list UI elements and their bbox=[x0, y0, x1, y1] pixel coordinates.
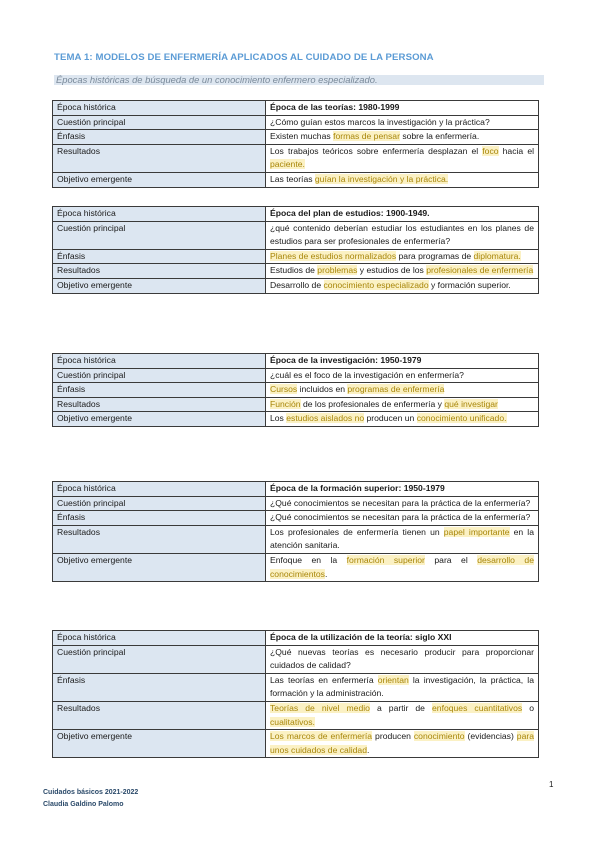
plain-text: Enfoque en la bbox=[270, 554, 347, 565]
highlighted-text: desarrollo de conocimientos bbox=[270, 554, 534, 579]
row-label: Objetivo emergente bbox=[53, 730, 266, 758]
highlighted-text: problemas bbox=[317, 265, 358, 276]
epoch-table bbox=[52, 100, 539, 188]
table-row bbox=[53, 412, 539, 427]
row-value-resultados bbox=[266, 701, 539, 729]
row-value-objetivo bbox=[266, 412, 539, 427]
highlighted-text: conocimiento unificado. bbox=[416, 413, 507, 424]
row-value-objetivo bbox=[266, 172, 539, 187]
row-label: Cuestión principal bbox=[53, 645, 266, 673]
row-label: Resultados bbox=[53, 525, 266, 553]
document-subtitle: Épocas históricas de búsqueda de un conocimiento enfermero especializado. bbox=[56, 74, 378, 85]
epoch-table bbox=[52, 630, 539, 758]
row-value-epoca: Época de la investigación: 1950-1979 bbox=[266, 354, 539, 369]
plain-text: Los trabajos teóricos sobre enfermería desplazan el bbox=[270, 145, 483, 156]
row-value-objetivo bbox=[266, 553, 539, 581]
row-value-objetivo bbox=[266, 730, 539, 758]
table-row bbox=[53, 525, 539, 553]
plain-text: . bbox=[367, 744, 370, 755]
highlighted-text: Los marcos de enfermería bbox=[270, 731, 373, 742]
row-value-enfasis bbox=[266, 130, 539, 145]
plain-text: Los profesionales de enfermería tienen un bbox=[270, 526, 444, 537]
row-label: Resultados bbox=[53, 701, 266, 729]
plain-text: Desarrollo de bbox=[270, 279, 324, 290]
row-label: Objetivo emergente bbox=[53, 172, 266, 187]
row-value-enfasis bbox=[266, 673, 539, 701]
highlighted-text: programas de enfermería bbox=[347, 384, 445, 395]
plain-text: Los bbox=[270, 413, 287, 424]
table-row bbox=[53, 221, 539, 249]
plain-text: hacia el bbox=[498, 145, 535, 156]
table-row bbox=[53, 730, 539, 758]
row-value-cuestion: ¿qué contenido deberían estudiar los estudiantes en los planes de estudios para ser profesionales de enfermería? bbox=[266, 221, 539, 249]
plain-text: a partir de bbox=[369, 702, 433, 713]
plain-text: . bbox=[324, 568, 328, 579]
table-row bbox=[53, 101, 539, 116]
table-row bbox=[53, 645, 539, 673]
highlighted-text: Teorías de nivel medio bbox=[270, 702, 370, 713]
row-label: Época histórica bbox=[53, 101, 266, 116]
plain-text: Existen muchas bbox=[270, 131, 334, 142]
row-value-objetivo bbox=[266, 278, 539, 293]
highlighted-text: paciente. bbox=[270, 159, 305, 170]
plain-text: incluidos en bbox=[297, 384, 348, 395]
row-value-resultados bbox=[266, 144, 539, 172]
table-row bbox=[53, 278, 539, 293]
highlighted-text: foco bbox=[482, 145, 499, 156]
highlighted-text: Función bbox=[270, 398, 301, 409]
row-label: Objetivo emergente bbox=[53, 278, 266, 293]
row-label: Cuestión principal bbox=[53, 368, 266, 383]
table-row bbox=[53, 115, 539, 130]
row-value-cuestion: ¿Qué conocimientos se necesitan para la práctica de la enfermería? bbox=[266, 496, 539, 511]
highlighted-text: Cursos bbox=[270, 384, 298, 395]
document-title: TEMA 1: MODELOS DE ENFERMERÍA APLICADOS AL CUIDADO DE LA PERSONA bbox=[54, 52, 434, 63]
table-row bbox=[53, 511, 539, 526]
highlighted-text: conocimiento especializado bbox=[323, 279, 429, 290]
table-row bbox=[53, 496, 539, 511]
highlighted-text: Planes de estudios normalizados bbox=[270, 250, 397, 261]
highlighted-text: papel importante bbox=[443, 526, 510, 537]
highlighted-text: estudios aislados no bbox=[286, 413, 365, 424]
row-value-cuestion: ¿Qué nuevas teorías es necesario producir para proporcionar cuidados de calidad? bbox=[266, 645, 539, 673]
row-label: Cuestión principal bbox=[53, 115, 266, 130]
row-label: Cuestión principal bbox=[53, 221, 266, 249]
plain-text: Las teorías bbox=[270, 173, 315, 184]
highlighted-text: formación superior bbox=[346, 554, 425, 565]
plain-text: para el bbox=[424, 554, 478, 565]
row-label: Época histórica bbox=[53, 207, 266, 222]
plain-text: y formación superior. bbox=[428, 279, 511, 290]
row-label: Énfasis bbox=[53, 130, 266, 145]
row-label: Énfasis bbox=[53, 249, 266, 264]
plain-text: de los profesionales de enfermería y bbox=[300, 398, 445, 409]
highlighted-text: conocimiento bbox=[413, 731, 465, 742]
footer-course: Cuidados básicos 2021-2022 bbox=[43, 789, 139, 796]
table-row bbox=[53, 368, 539, 383]
table-row bbox=[53, 172, 539, 187]
highlighted-text: orientan bbox=[377, 674, 409, 685]
row-label: Resultados bbox=[53, 264, 266, 279]
highlighted-text: guían la investigación y la práctica. bbox=[314, 173, 449, 184]
row-value-epoca: Época de las teorías: 1980-1999 bbox=[266, 101, 539, 116]
row-label: Resultados bbox=[53, 397, 266, 412]
plain-text: o bbox=[522, 702, 535, 713]
row-label: Énfasis bbox=[53, 673, 266, 701]
row-value-enfasis bbox=[266, 383, 539, 398]
plain-text: (evidencias) bbox=[464, 731, 517, 742]
highlighted-text: qué investigar bbox=[444, 398, 498, 409]
row-label: Resultados bbox=[53, 144, 266, 172]
plain-text: y estudios de los bbox=[357, 265, 427, 276]
row-value-epoca: Época del plan de estudios: 1900-1949. bbox=[266, 207, 539, 222]
row-label: Época histórica bbox=[53, 354, 266, 369]
row-value-cuestion: ¿Cómo guían estos marcos la investigación y la práctica? bbox=[266, 115, 539, 130]
row-value-enfasis bbox=[266, 249, 539, 264]
table-row bbox=[53, 631, 539, 646]
table-row bbox=[53, 397, 539, 412]
plain-text: sobre la enfermería. bbox=[399, 131, 480, 142]
row-label: Cuestión principal bbox=[53, 496, 266, 511]
row-value-epoca: Época de la formación superior: 1950-1979 bbox=[266, 482, 539, 497]
epoch-table bbox=[52, 353, 539, 427]
highlighted-text: cualitativos. bbox=[270, 716, 315, 727]
epoch-table bbox=[52, 206, 539, 294]
table-row bbox=[53, 383, 539, 398]
row-value-enfasis bbox=[266, 511, 539, 526]
highlighted-text: formas de pensar bbox=[333, 131, 400, 142]
table-row bbox=[53, 264, 539, 279]
table-row bbox=[53, 249, 539, 264]
table-row bbox=[53, 207, 539, 222]
highlighted-text: profesionales de enfermería bbox=[426, 265, 534, 276]
row-label: Época histórica bbox=[53, 482, 266, 497]
row-value-epoca: Época de la utilización de la teoría: siglo XXI bbox=[266, 631, 539, 646]
row-label: Época histórica bbox=[53, 631, 266, 646]
row-label: Objetivo emergente bbox=[53, 553, 266, 581]
table-row bbox=[53, 354, 539, 369]
row-label: Objetivo emergente bbox=[53, 412, 266, 427]
table-row bbox=[53, 144, 539, 172]
table-row bbox=[53, 130, 539, 145]
table-row bbox=[53, 701, 539, 729]
plain-text: para programas de bbox=[396, 250, 474, 261]
plain-text: Las teorías en enfermería bbox=[270, 674, 378, 685]
footer-author: Claudia Galdino Palomo bbox=[43, 801, 124, 808]
plain-text: en la atención sanitaria. bbox=[270, 526, 534, 551]
plain-text: producen bbox=[372, 731, 414, 742]
highlighted-text: enfoques cuantitativos bbox=[432, 702, 523, 713]
highlighted-text: para unos cuidados de calidad bbox=[270, 731, 534, 755]
plain-text: la investigación, la práctica, la formación y la administración. bbox=[270, 674, 534, 699]
plain-text: ¿Qué conocimientos se necesitan para la práctica de la enfermería? bbox=[270, 512, 531, 523]
table-row bbox=[53, 673, 539, 701]
row-value-resultados bbox=[266, 525, 539, 553]
table-row bbox=[53, 482, 539, 497]
plain-text: producen un bbox=[364, 413, 417, 424]
plain-text: Estudios de bbox=[270, 265, 318, 276]
table-row bbox=[53, 553, 539, 581]
highlighted-text: diplomatura. bbox=[473, 250, 521, 261]
row-value-resultados bbox=[266, 264, 539, 279]
row-value-resultados bbox=[266, 397, 539, 412]
epoch-table bbox=[52, 481, 539, 582]
row-value-cuestion: ¿cuál es el foco de la investigación en enfermería? bbox=[266, 368, 539, 383]
row-label: Énfasis bbox=[53, 383, 266, 398]
row-label: Énfasis bbox=[53, 511, 266, 526]
page-number: 1 bbox=[549, 780, 554, 789]
